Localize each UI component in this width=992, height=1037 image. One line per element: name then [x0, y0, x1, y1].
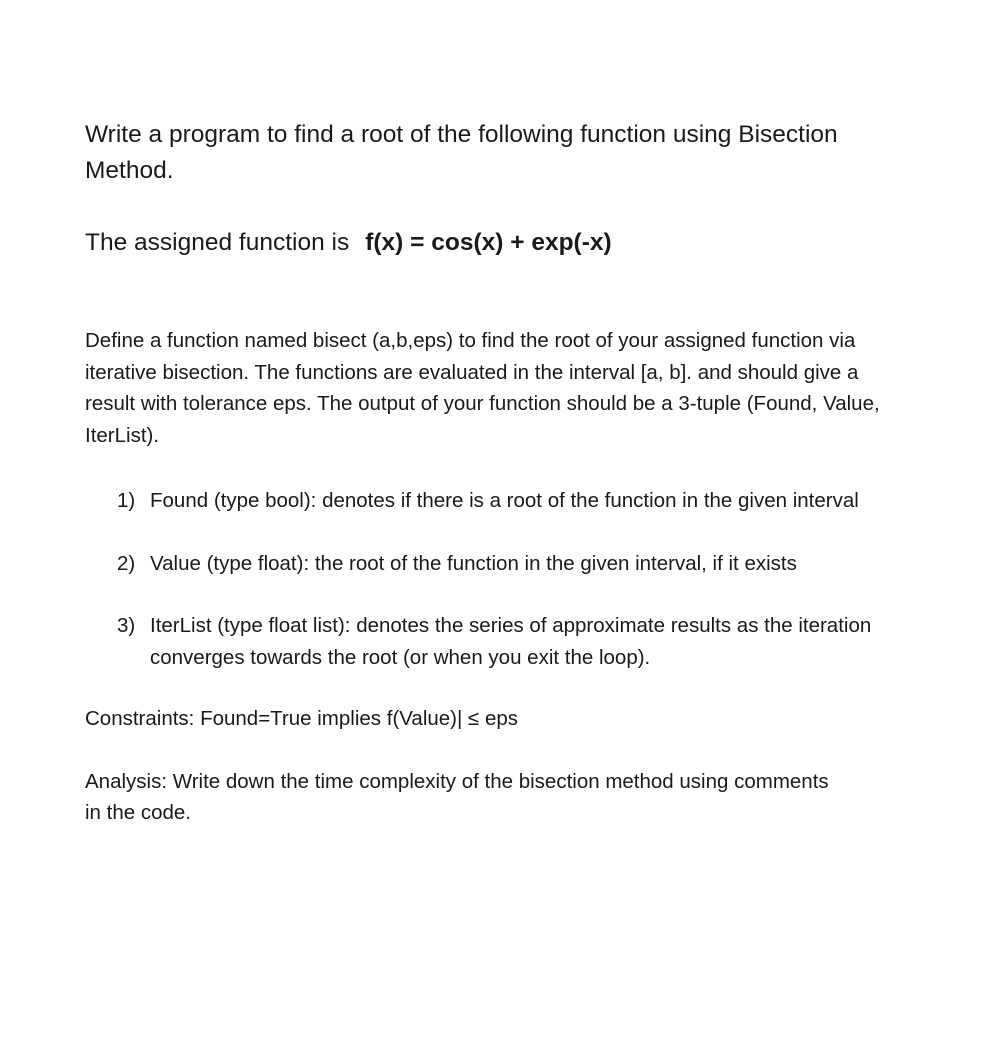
list-item-text: Value (type float): the root of the function in the given interval, if it exists	[150, 551, 797, 575]
list-item-number: 1)	[117, 489, 136, 512]
analysis-paragraph: Analysis: Write down the time complexity of the bisection method using comments in the code.	[85, 769, 829, 824]
list-item-text: Found (type bool): denotes if there is a root of the function in the given interval	[150, 489, 859, 512]
page-title: Write a program to find a root of the following function using Bisection Method.	[85, 121, 838, 184]
assigned-function-formula: f(x) = cos(x) + exp(-x)	[365, 229, 612, 256]
definition-paragraph: Define a function named bisect (a,b,eps) to find the root of your assigned function via iterative bisection. The functions are evaluated in the interval [a, b]. and should give a result with tolerance eps. The output of your function should be a 3-tuple (Found, Value, IterList).	[85, 329, 880, 447]
constraints-paragraph: Constraints: Found=True implies f(Value)| ≤ eps	[85, 707, 519, 730]
assigned-function-prefix: The assigned function is	[85, 229, 350, 256]
list-item	[85, 485, 900, 517]
list-item-number: 3)	[117, 614, 136, 637]
document	[85, 117, 915, 829]
output-list	[85, 485, 915, 673]
list-item-number: 2)	[117, 551, 136, 575]
list-item	[85, 610, 900, 673]
list-item-text: IterList (type float list): denotes the series of approximate results as the iteration converges towards the root (or when you exit the loop).	[150, 614, 872, 669]
assigned-function-line	[85, 225, 915, 261]
list-item	[85, 548, 900, 580]
